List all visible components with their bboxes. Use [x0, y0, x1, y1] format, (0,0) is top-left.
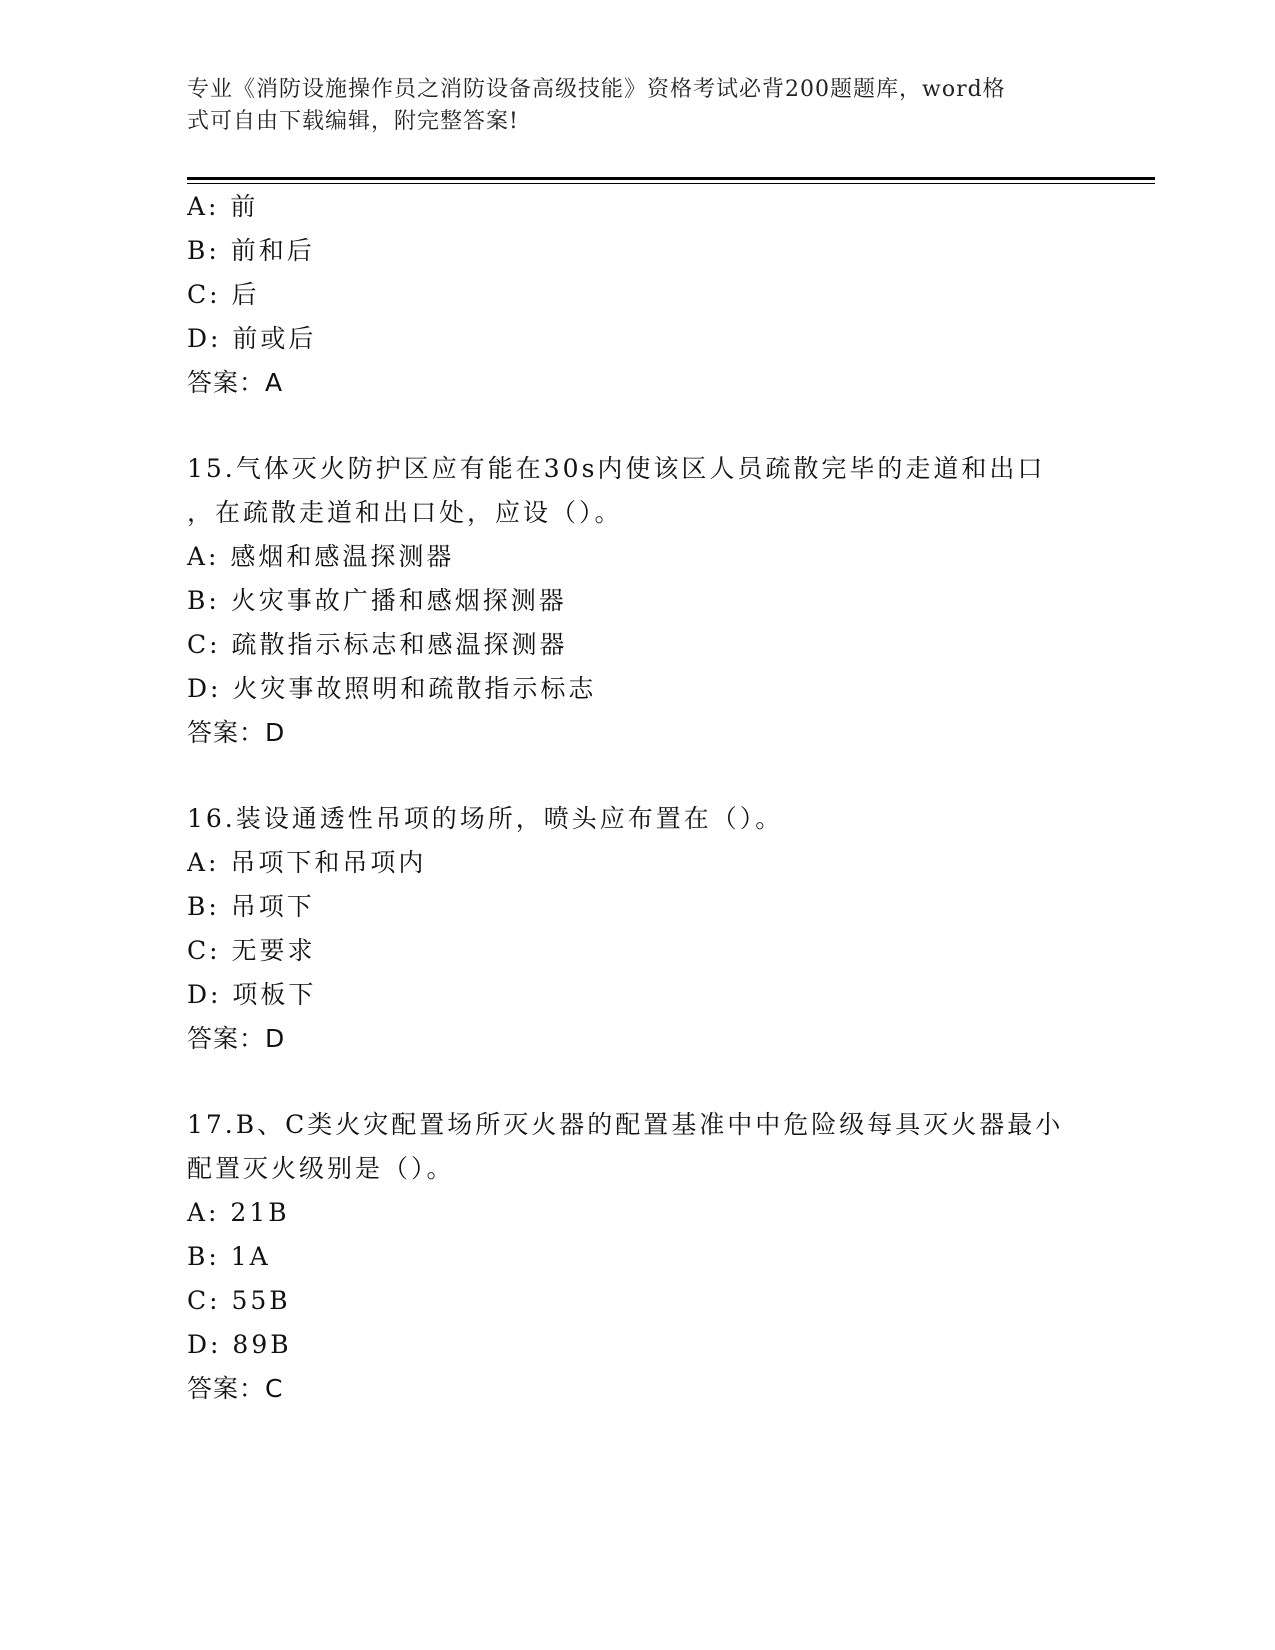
q14-option-d: D: 前或后: [187, 324, 317, 353]
q16-option-c: C: 无要求: [187, 936, 316, 965]
q15-option-c: C: 疏散指示标志和感温探测器: [187, 630, 568, 659]
q16-option-a: A: 吊项下和吊项内: [187, 848, 427, 877]
q16-stem-line-1: 16.装设通透性吊项的场所，喷头应布置在（）。: [187, 804, 784, 833]
q15-option-a: A: 感烟和感温探测器: [187, 542, 455, 571]
header-divider-thin: [187, 183, 1155, 184]
q17-option-a: A: 21B: [187, 1198, 290, 1227]
q16-answer: 答案：D: [187, 1024, 286, 1053]
header-divider-thick: [187, 177, 1155, 180]
q17-option-b: B: 1A: [187, 1242, 271, 1271]
q17-stem-line-1: 17.B、C类火灾配置场所灭火器的配置基准中中危险级每具灭火器最小: [187, 1110, 1064, 1139]
q15-option-d: D: 火灾事故照明和疏散指示标志: [187, 674, 597, 703]
q15-stem-line-2: ，在疏散走道和出口处，应设（）。: [187, 498, 623, 527]
document-header: [187, 74, 1087, 138]
q16-option-b: B: 吊项下: [187, 892, 315, 921]
q14-option-c: C: 后: [187, 280, 260, 309]
q15-stem-line-1: 15.气体灭火防护区应有能在30s内使该区人员疏散完毕的走道和出口: [187, 454, 1046, 483]
q17-stem-line-2: 配置灭火级别是（）。: [187, 1154, 455, 1183]
q14-option-a: A: 前: [187, 192, 259, 221]
q17-option-c: C: 55B: [187, 1286, 291, 1315]
q17-option-d: D: 89B: [187, 1330, 292, 1359]
header-line-2: 式可自由下载编辑，附完整答案!: [187, 109, 519, 134]
q16-option-d: D: 项板下: [187, 980, 317, 1009]
q15-answer: 答案：D: [187, 718, 286, 747]
q14-option-b: B: 前和后: [187, 236, 315, 265]
q17-answer: 答案：C: [187, 1374, 284, 1403]
q15-option-b: B: 火灾事故广播和感烟探测器: [187, 586, 567, 615]
header-line-1: 专业《消防设施操作员之消防设备高级技能》资格考试必背200题题库，word格: [187, 77, 1006, 102]
q14-answer: 答案：A: [187, 368, 284, 397]
